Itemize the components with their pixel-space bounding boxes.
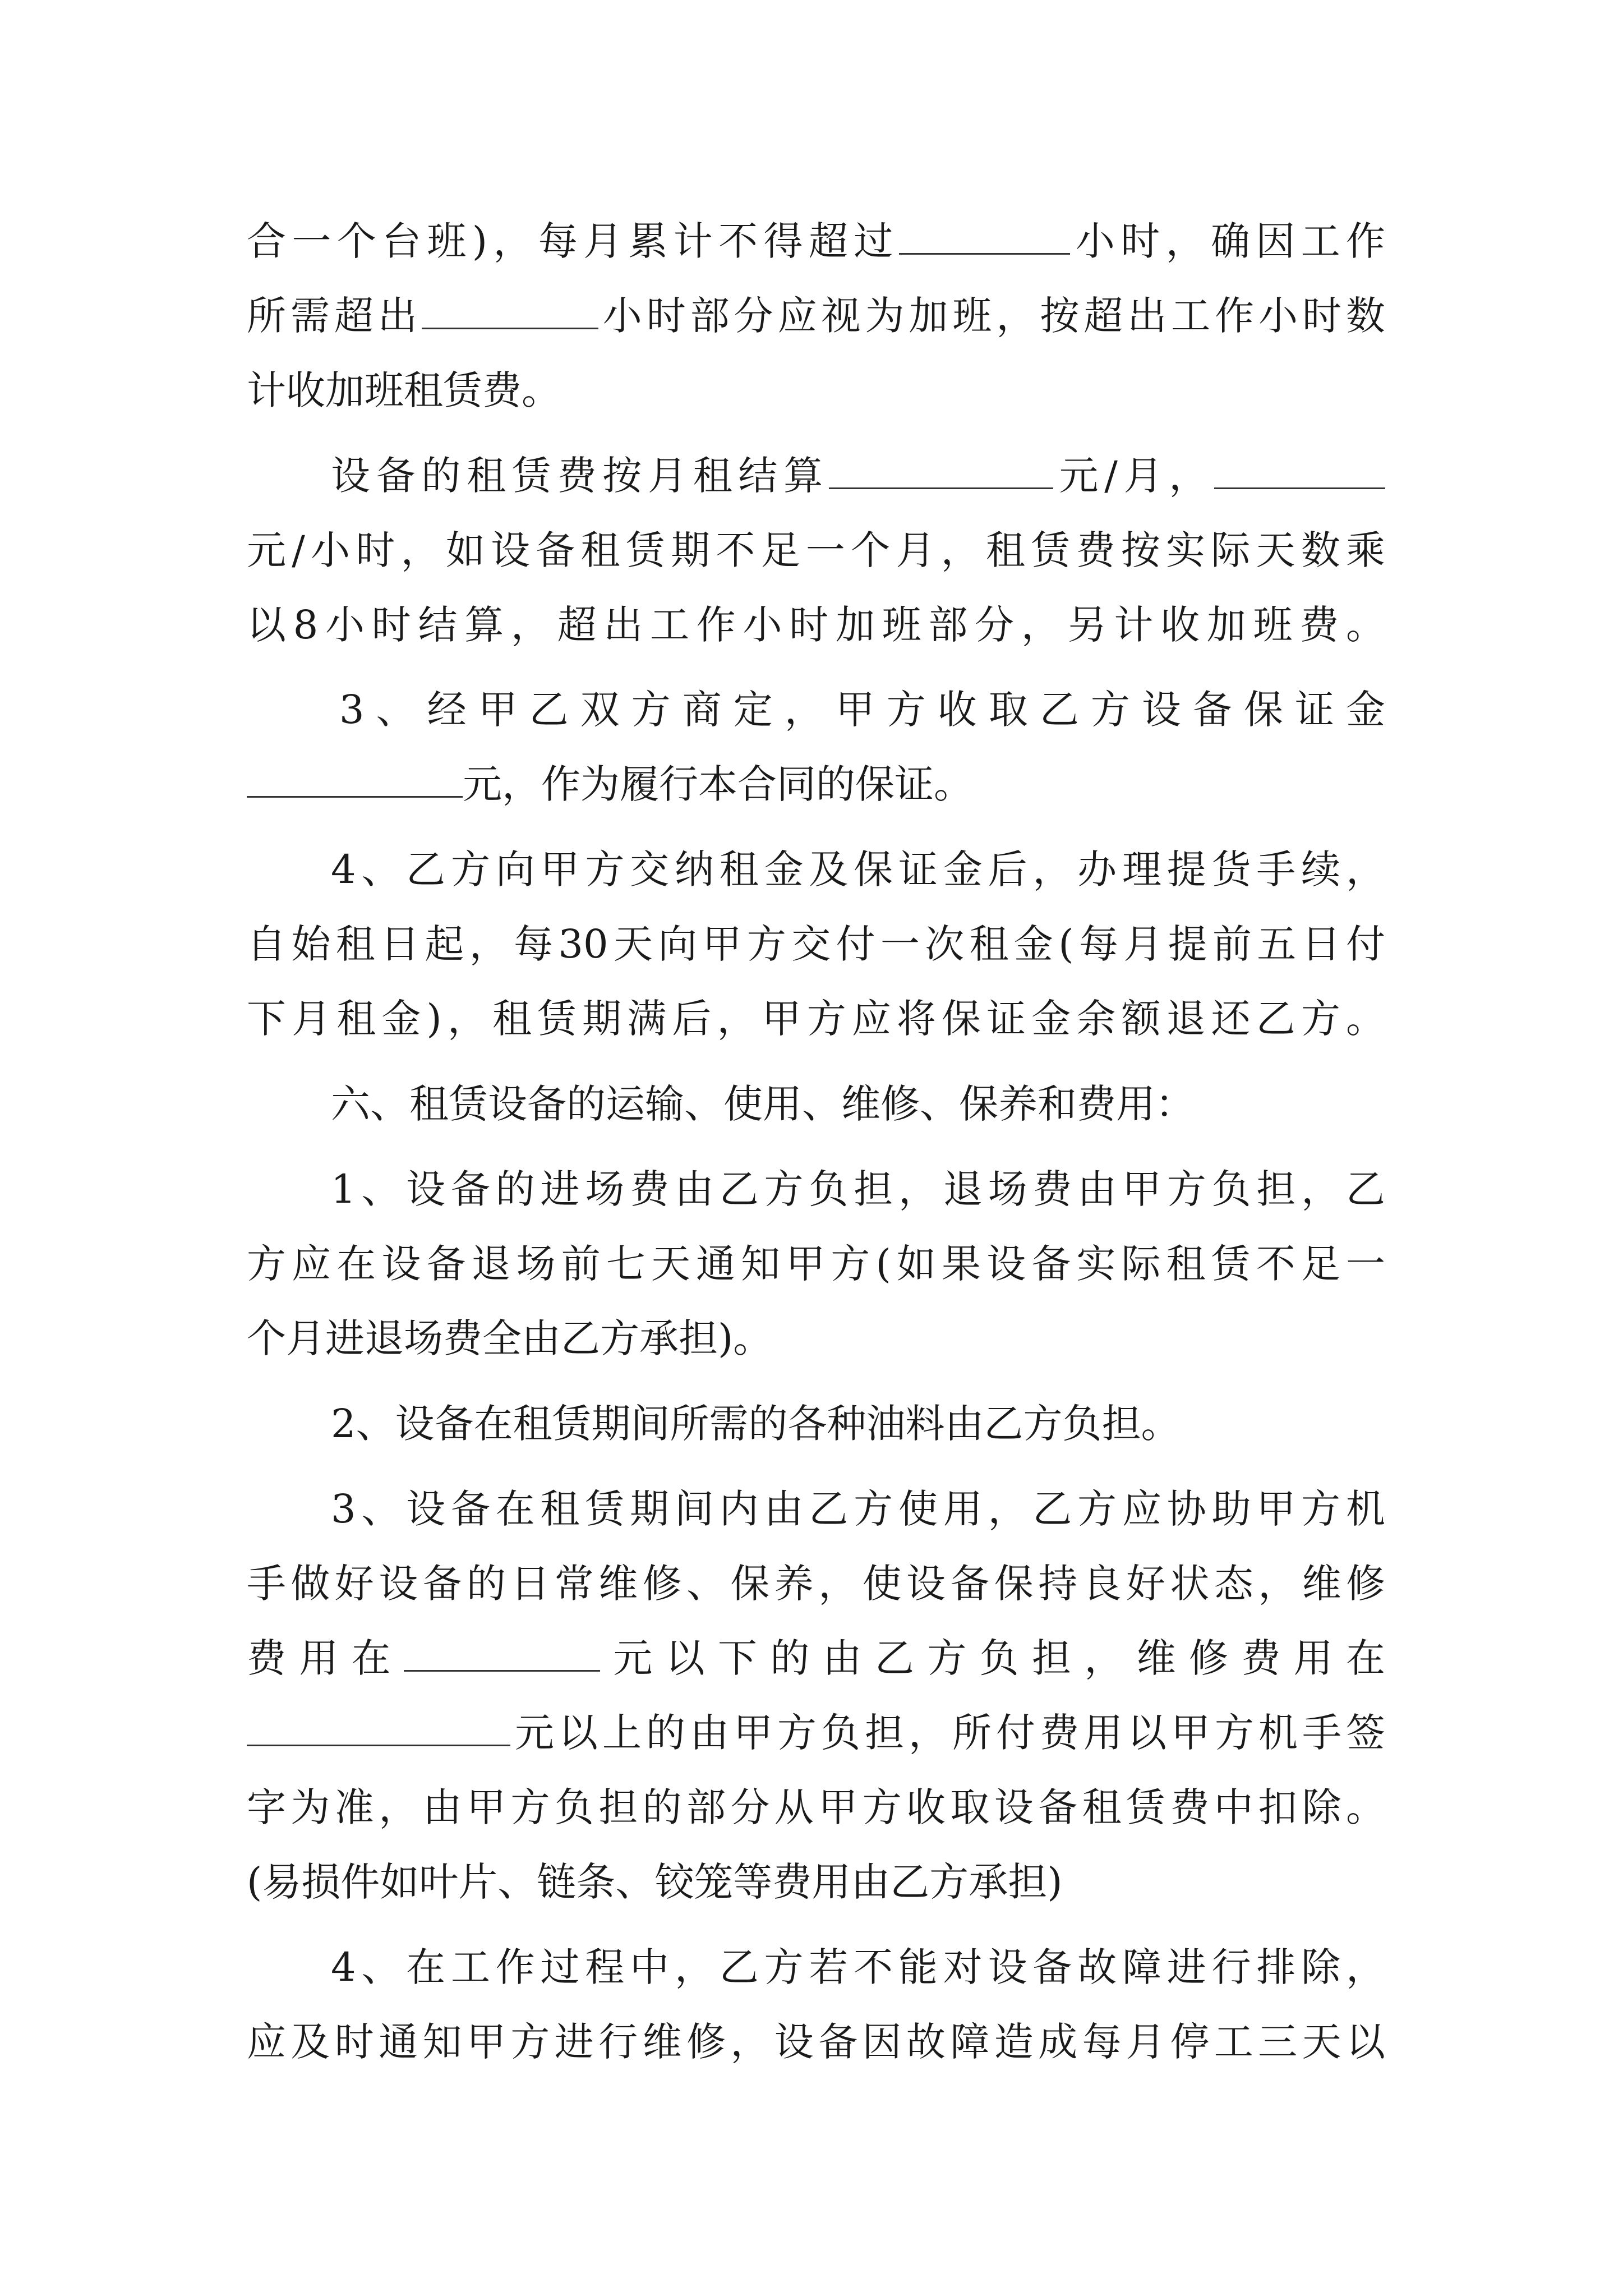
text-line: 个月进退场费全由乙方承担)。 — [247, 1315, 773, 1361]
text-line: 1、设备的进场费由乙方负担，退场费由甲方负担，乙 — [331, 1166, 1385, 1212]
text-line: 下月租金)，租赁期满后，甲方应将保证金余额退还乙方。 — [247, 996, 1385, 1042]
text-line: 4、乙方向甲方交纳租金及保证金后，办理提货手续， — [331, 846, 1385, 892]
blank-field — [247, 1711, 510, 1746]
text-line: 元以上的由甲方负担，所付费用以甲方机手签 — [247, 1699, 1385, 1766]
text-line: 方应在设备退场前七天通知甲方(如果设备实际租赁不足一 — [247, 1241, 1385, 1287]
blank-field — [247, 762, 463, 798]
text-line: 以8小时结算，超出工作小时加班部分，另计收加班费。 — [247, 602, 1385, 648]
text-line: 字为准，由甲方负担的部分从甲方收取设备租赁费中扣除。 — [247, 1784, 1385, 1830]
blank-field — [1214, 454, 1385, 489]
text-line: 元/小时，如设备租赁期不足一个月，租赁费按实际天数乘 — [247, 527, 1385, 573]
text-line: 设备的租赁费按月租结算 元/月， — [331, 442, 1385, 509]
text-line: 4、在工作过程中，乙方若不能对设备故障进行排除， — [331, 1944, 1385, 1990]
blank-field — [404, 1636, 600, 1672]
text-line: 手做好设备的日常维修、保养，使设备保持良好状态，维修 — [247, 1561, 1385, 1607]
text-line: 费用在 元以下的由乙方负担，维修费用在 — [247, 1635, 1385, 1681]
text-line: 2、设备在租赁期间所需的各种油料由乙方负担。 — [331, 1401, 1181, 1447]
text-line: 3、经甲乙双方商定，甲方收取乙方设备保证金 — [339, 687, 1385, 733]
text-line: 应及时通知甲方进行维修，设备因故障造成每月停工三天以 — [247, 2019, 1385, 2065]
text-line: 计收加班租赁费。 — [247, 367, 561, 413]
blank-field — [422, 294, 598, 329]
blank-field — [829, 454, 1053, 489]
text-line: 自始租日起，每30天向甲方交付一次租金(每月提前五日付 — [247, 921, 1385, 967]
section-heading: 六、租赁设备的运输、使用、维修、保养和费用： — [331, 1081, 1195, 1127]
text-line: 所需超出 小时部分应视为加班，按超出工作小时数 — [247, 293, 1386, 339]
text-line: (易损件如叶片、链条、铰笼等费用由乙方承担) — [247, 1859, 1063, 1905]
blank-field — [899, 219, 1070, 255]
text-line: 合一个台班)，每月累计不得超过 小时，确因工作 — [247, 218, 1386, 264]
text-line: 3、设备在租赁期间内由乙方使用，乙方应协助甲方机 — [331, 1486, 1385, 1532]
text-line: 元，作为履行本合同的保证。 — [247, 751, 973, 818]
